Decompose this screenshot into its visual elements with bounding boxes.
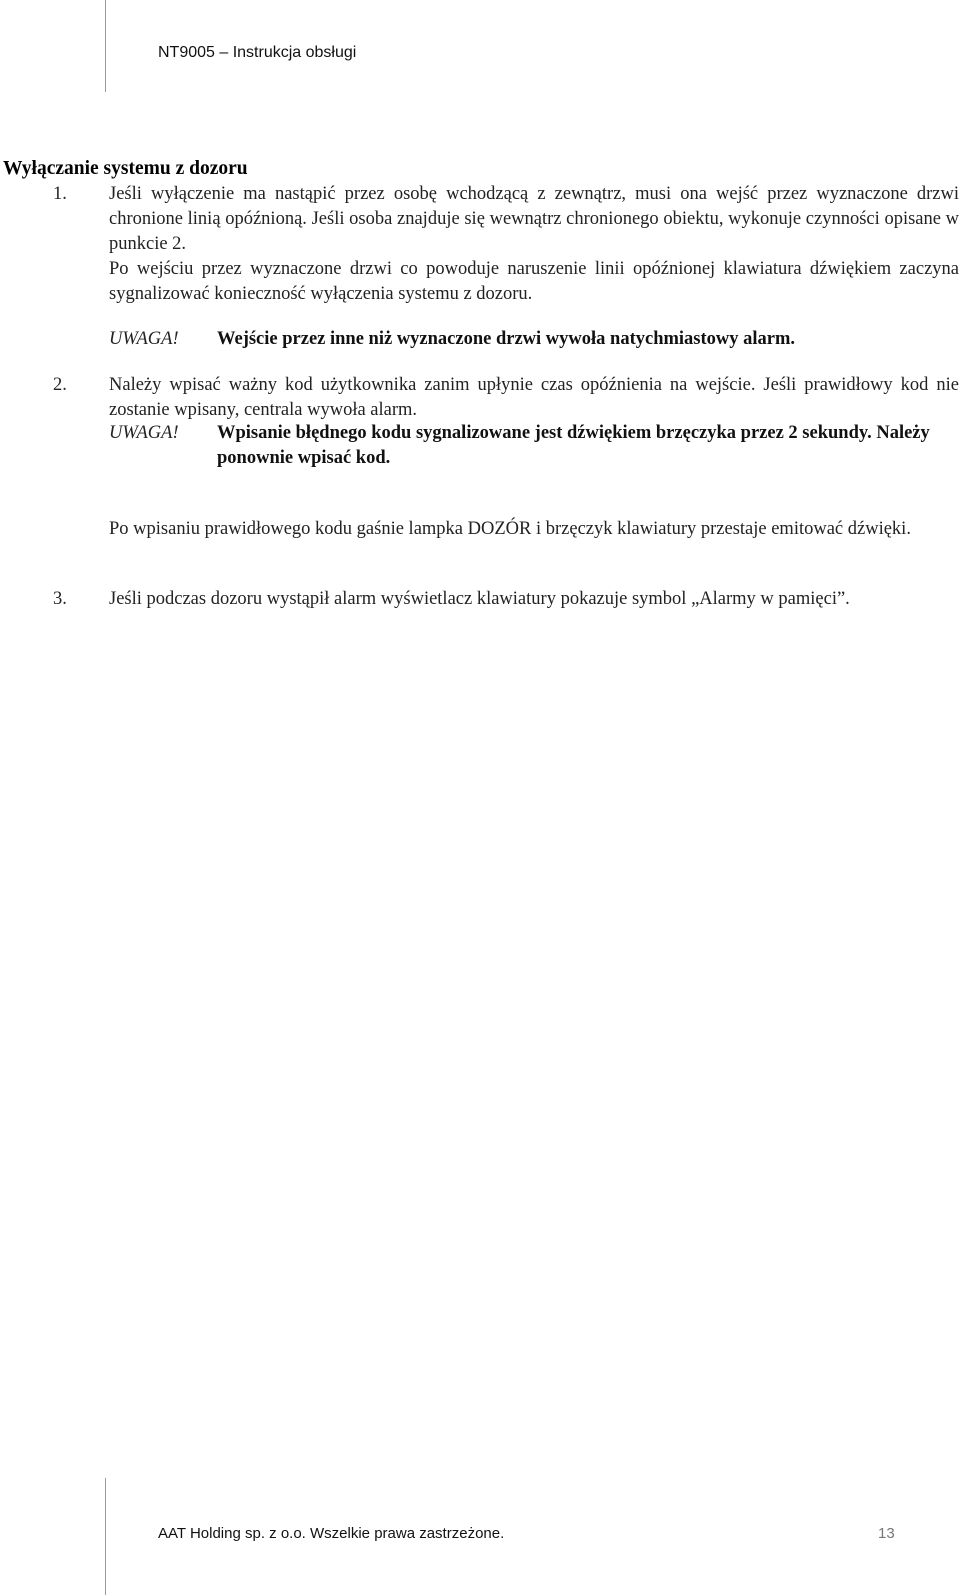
footer-copyright: AAT Holding sp. z o.o. Wszelkie prawa zastrzeżone. (158, 1525, 505, 1542)
page-number: 13 (878, 1525, 895, 1542)
item-number-1: 1. (53, 184, 67, 204)
item-1-paragraph-1: Jeśli wyłączenie ma nastąpić przez osobę wchodzącą z zewnątrz, musi ona wejść przez wyznaczone drzwi chronione linią opóźnioną. Jeśli osoba znajduje się wewnątrz chronionego obiektu, wykonuje czynności opisane w punkcie 2. (109, 184, 959, 254)
warning-text-2: Wpisanie błędnego kodu sygnalizowane jest dźwiękiem brzęczyka przez 2 sekundy. Należy ponownie wpisać kod. (217, 423, 930, 468)
item-2-after-paragraph: Po wpisaniu prawidłowego kodu gaśnie lampka DOZÓR i brzęczyk klawiatury przestaje emitować dźwięki. (109, 519, 911, 539)
footer-divider (105, 1478, 106, 1595)
header-title: NT9005 – Instrukcja obsługi (158, 44, 357, 61)
item-1-paragraph-2: Po wejściu przez wyznaczone drzwi co powoduje naruszenie linii opóźnionej klawiatura dźwiękiem zaczyna sygnalizować konieczność wyłączenia systemu z dozoru. (109, 259, 959, 304)
item-3-paragraph-1: Jeśli podczas dozoru wystąpił alarm wyświetlacz klawiatury pokazuje symbol „Alarmy w pamięci”. (109, 589, 850, 609)
warning-text-1: Wejście przez inne niż wyznaczone drzwi wywoła natychmiastowy alarm. (217, 329, 796, 349)
warning-label-2: UWAGA! (109, 423, 179, 443)
section-heading: Wyłączanie systemu z dozoru (3, 158, 248, 179)
item-number-3: 3. (53, 589, 67, 609)
item-number-2: 2. (53, 375, 67, 395)
warning-label-1: UWAGA! (109, 329, 179, 349)
header-divider (105, 0, 106, 92)
item-2-paragraph-1: Należy wpisać ważny kod użytkownika zanim upłynie czas opóźnienia na wejście. Jeśli prawidłowy kod nie zostanie wpisany, centrala wywoła alarm. (109, 375, 959, 420)
